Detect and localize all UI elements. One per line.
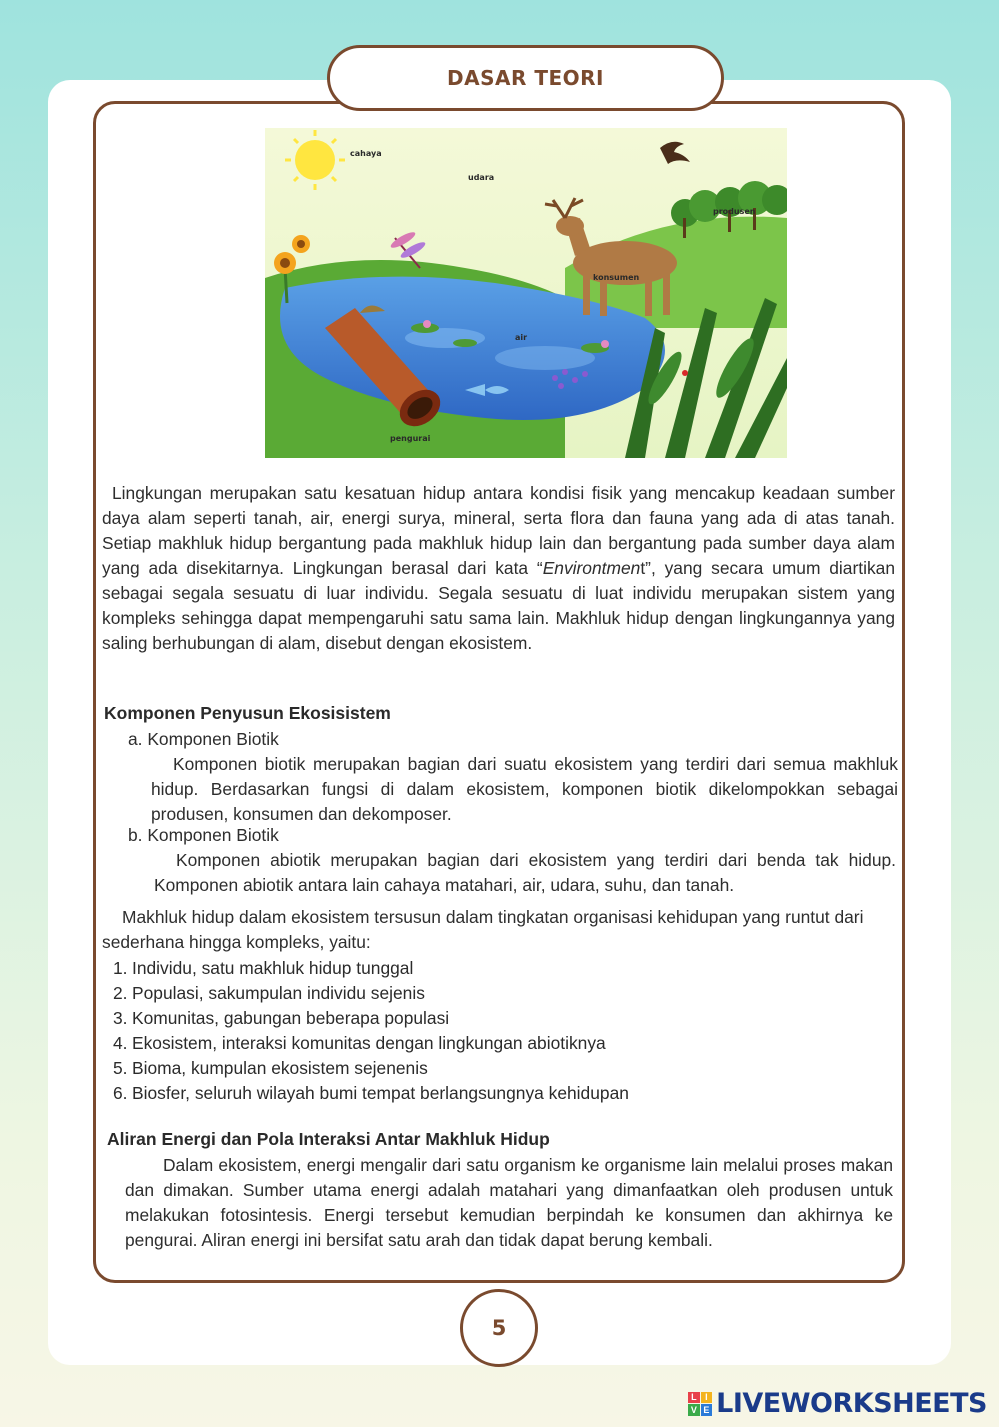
list-item: 2. Populasi, sakumpulan individu sejenis bbox=[113, 983, 425, 1003]
page-number-badge bbox=[460, 1289, 538, 1367]
label-cahaya: cahaya bbox=[350, 149, 382, 158]
label-air: air bbox=[515, 333, 528, 342]
list-item: 4. Ekosistem, interaksi komunitas dengan lingkungan abiotiknya bbox=[113, 1033, 606, 1053]
levels-list bbox=[113, 956, 629, 1106]
list-item: 6. Biosfer, seluruh wilayah bumi tempat berlangsungnya kehidupan bbox=[113, 1083, 629, 1103]
components-heading: Komponen Penyusun Ekosisistem bbox=[104, 703, 391, 723]
label-konsumen: konsumen bbox=[593, 273, 640, 282]
ecosystem-illustration bbox=[265, 128, 787, 458]
abiotic-label: b. Komponen Biotik bbox=[128, 825, 279, 845]
page-number: 5 bbox=[491, 1316, 507, 1340]
abiotic-text: Komponen abiotik merupakan bagian dari ekosistem yang terdiri dari benda tak hidup. Komponen abiotik antara lain cahaya matahari, air, udara, suhu, dan tanah. bbox=[154, 850, 896, 895]
intro-paragraph: Lingkungan merupakan satu kesatuan hidup antara kondisi fisik yang mencakup keadaan sumber daya alam seperti tanah, air, energi surya, mineral, serta flora dan fauna yang ada di atas tanah. Setiap makhluk hidup bergantung pada makhluk hidup lain dan bergantung pada sumber daya alam yang ada disekitarnya. Lingkungan berasal dari kata “Environtment”, yang secara umum diartikan sebagai segala sesuatu di luar individu. Segala sesuatu di luat individu merupakan sistem yang kompleks sehingga dapat mempengaruhi satu sama lain. Makhluk hidup dengan lingkungannya yang saling berhubungan di alam, disebut dengan ekosistem. bbox=[102, 483, 895, 653]
liveworksheets-logo bbox=[688, 1388, 987, 1419]
energy-text: Dalam ekosistem, energi mengalir dari satu organism ke organisme lain melalui proses makan dan dimakan. Sumber utama energi adalah matahari yang dimanfaatkan oleh produsen untuk melakukan fotosintesis. Energi tersebut kemudian berpindah ke konsumen dan akhirnya ke pengurai. Aliran energi ini bersifat satu arah dan tidak dapat berung kembali. bbox=[125, 1155, 893, 1250]
biotic-label: a. Komponen Biotik bbox=[128, 729, 279, 749]
brand-icon: L I V E bbox=[688, 1392, 712, 1416]
brand-name: LIVEWORKSHEETS bbox=[716, 1388, 987, 1419]
energy-heading: Aliran Energi dan Pola Interaksi Antar Makhluk Hidup bbox=[107, 1129, 550, 1149]
title-banner bbox=[327, 45, 724, 111]
page-title: DASAR TEORI bbox=[447, 66, 604, 90]
levels-intro: Makhluk hidup dalam ekosistem tersusun dalam tingkatan organisasi kehidupan yang runtut dari sederhana hingga kompleks, yaitu: bbox=[102, 907, 864, 952]
biotic-text: Komponen biotik merupakan bagian dari suatu ekosistem yang terdiri dari semua makhluk hidup. Berdasarkan fungsi di dalam ekosistem, komponen biotik dikelompokkan sebagai produsen, konsumen dan dekomposer. bbox=[151, 754, 898, 824]
label-produsen: produsen bbox=[713, 207, 756, 216]
list-item: 3. Komunitas, gabungan beberapa populasi bbox=[113, 1008, 450, 1028]
list-item: 1. Individu, satu makhluk hidup tunggal bbox=[113, 958, 414, 978]
label-udara: udara bbox=[468, 173, 495, 182]
list-item: 5. Bioma, kumpulan ekosistem sejenenis bbox=[113, 1058, 428, 1078]
label-pengurai: pengurai bbox=[390, 434, 431, 443]
